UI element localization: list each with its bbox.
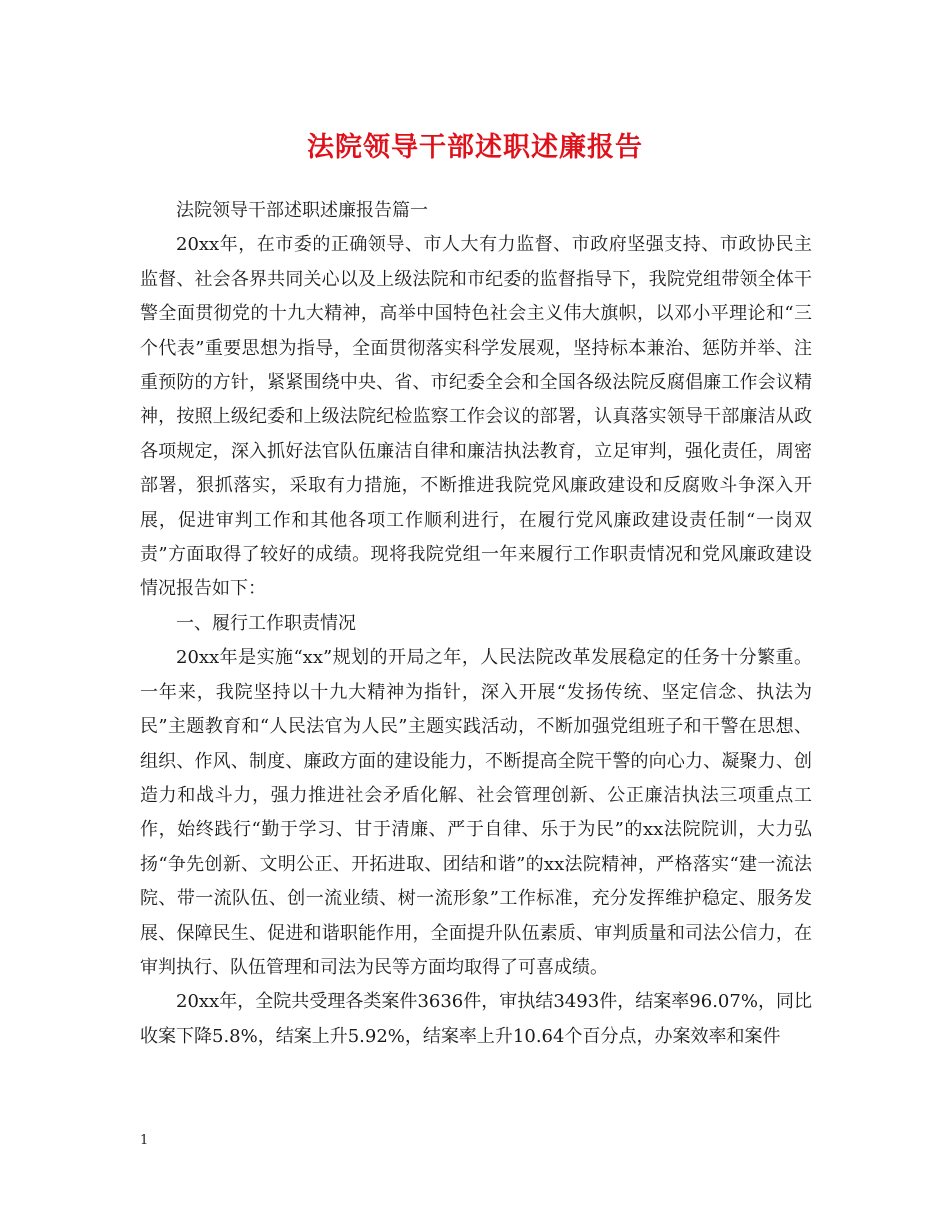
document-body [140, 194, 812, 1054]
document-title: 法院领导干部述职述廉报告 [307, 132, 643, 163]
body-paragraph: 20xx年是实施“xx”规划的开局之年，人民法院改革发展稳定的任务十分繁重。一年来，我院坚持以十九大精神为指针，深入开展“发扬传统、坚定信念、执法为民”主题教育和“人民法官为人民”主题实践活动，不断加强党组班子和干警在思想、组织、作风、制度、廉政方面的建设能力，不断提高全院干警的向心力、凝聚力、创造力和战斗力，强力推进社会矛盾化解、社会管理创新、公正廉洁执法三项重点工作，始终践行“勤于学习、甘于清廉、严于自律、乐于为民”的xx法院院训，大力弘扬“争先创新、文明公正、开拓进取、团结和谐”的xx法院精神，严格落实“建一流法院、带一流队伍、创一流业绩、树一流形象”工作标准，充分发挥维护稳定、服务发展、保障民生、促进和谐职能作用，全面提升队伍素质、审判质量和司法公信力，在审判执行、队伍管理和司法为民等方面均取得了可喜成绩。 [140, 647, 812, 978]
section-heading-duties: 一、履行工作职责情况 [176, 612, 356, 634]
body-paragraph: 20xx年，在市委的正确领导、市人大有力监督、市政府坚强支持、市政协民主监督、社会各界共同关心以及上级法院和市纪委的监督指导下，我院党组带领全体干警全面贯彻党的十九大精神，高举中国特色社会主义伟大旗帜，以邓小平理论和“三个代表”重要思想为指导，全面贯彻落实科学发展观，坚持标本兼治、惩防并举、注重预防的方针，紧紧围绕中央、省、市纪委全会和全国各级法院反腐倡廉工作会议精神，按照上级纪委和上级法院纪检监察工作会议的部署，认真落实领导干部廉洁从政各项规定，深入抓好法官队伍廉洁自律和廉洁执法教育，立足审判，强化责任，周密部署，狠抓落实，采取有力措施，不断推进我院党风廉政建设和反腐败斗争深入开展，促进审判工作和其他各项工作顺利进行，在履行党风廉政建设责任制“一岗双责”方面取得了较好的成绩。现将我院党组一年来履行工作职责情况和党风廉政建设情况报告如下： [140, 234, 812, 600]
section-heading-part-one: 法院领导干部述职述廉报告篇一 [176, 200, 428, 221]
page-number: 1 [140, 1133, 149, 1148]
body-paragraph: 20xx年，全院共受理各类案件3636件，审执结3493件，结案率96.07%，同比收案下降5.8%，结案上升5.92%，结案率上升10.64个百分点，办案效率和案件 [140, 991, 812, 1047]
